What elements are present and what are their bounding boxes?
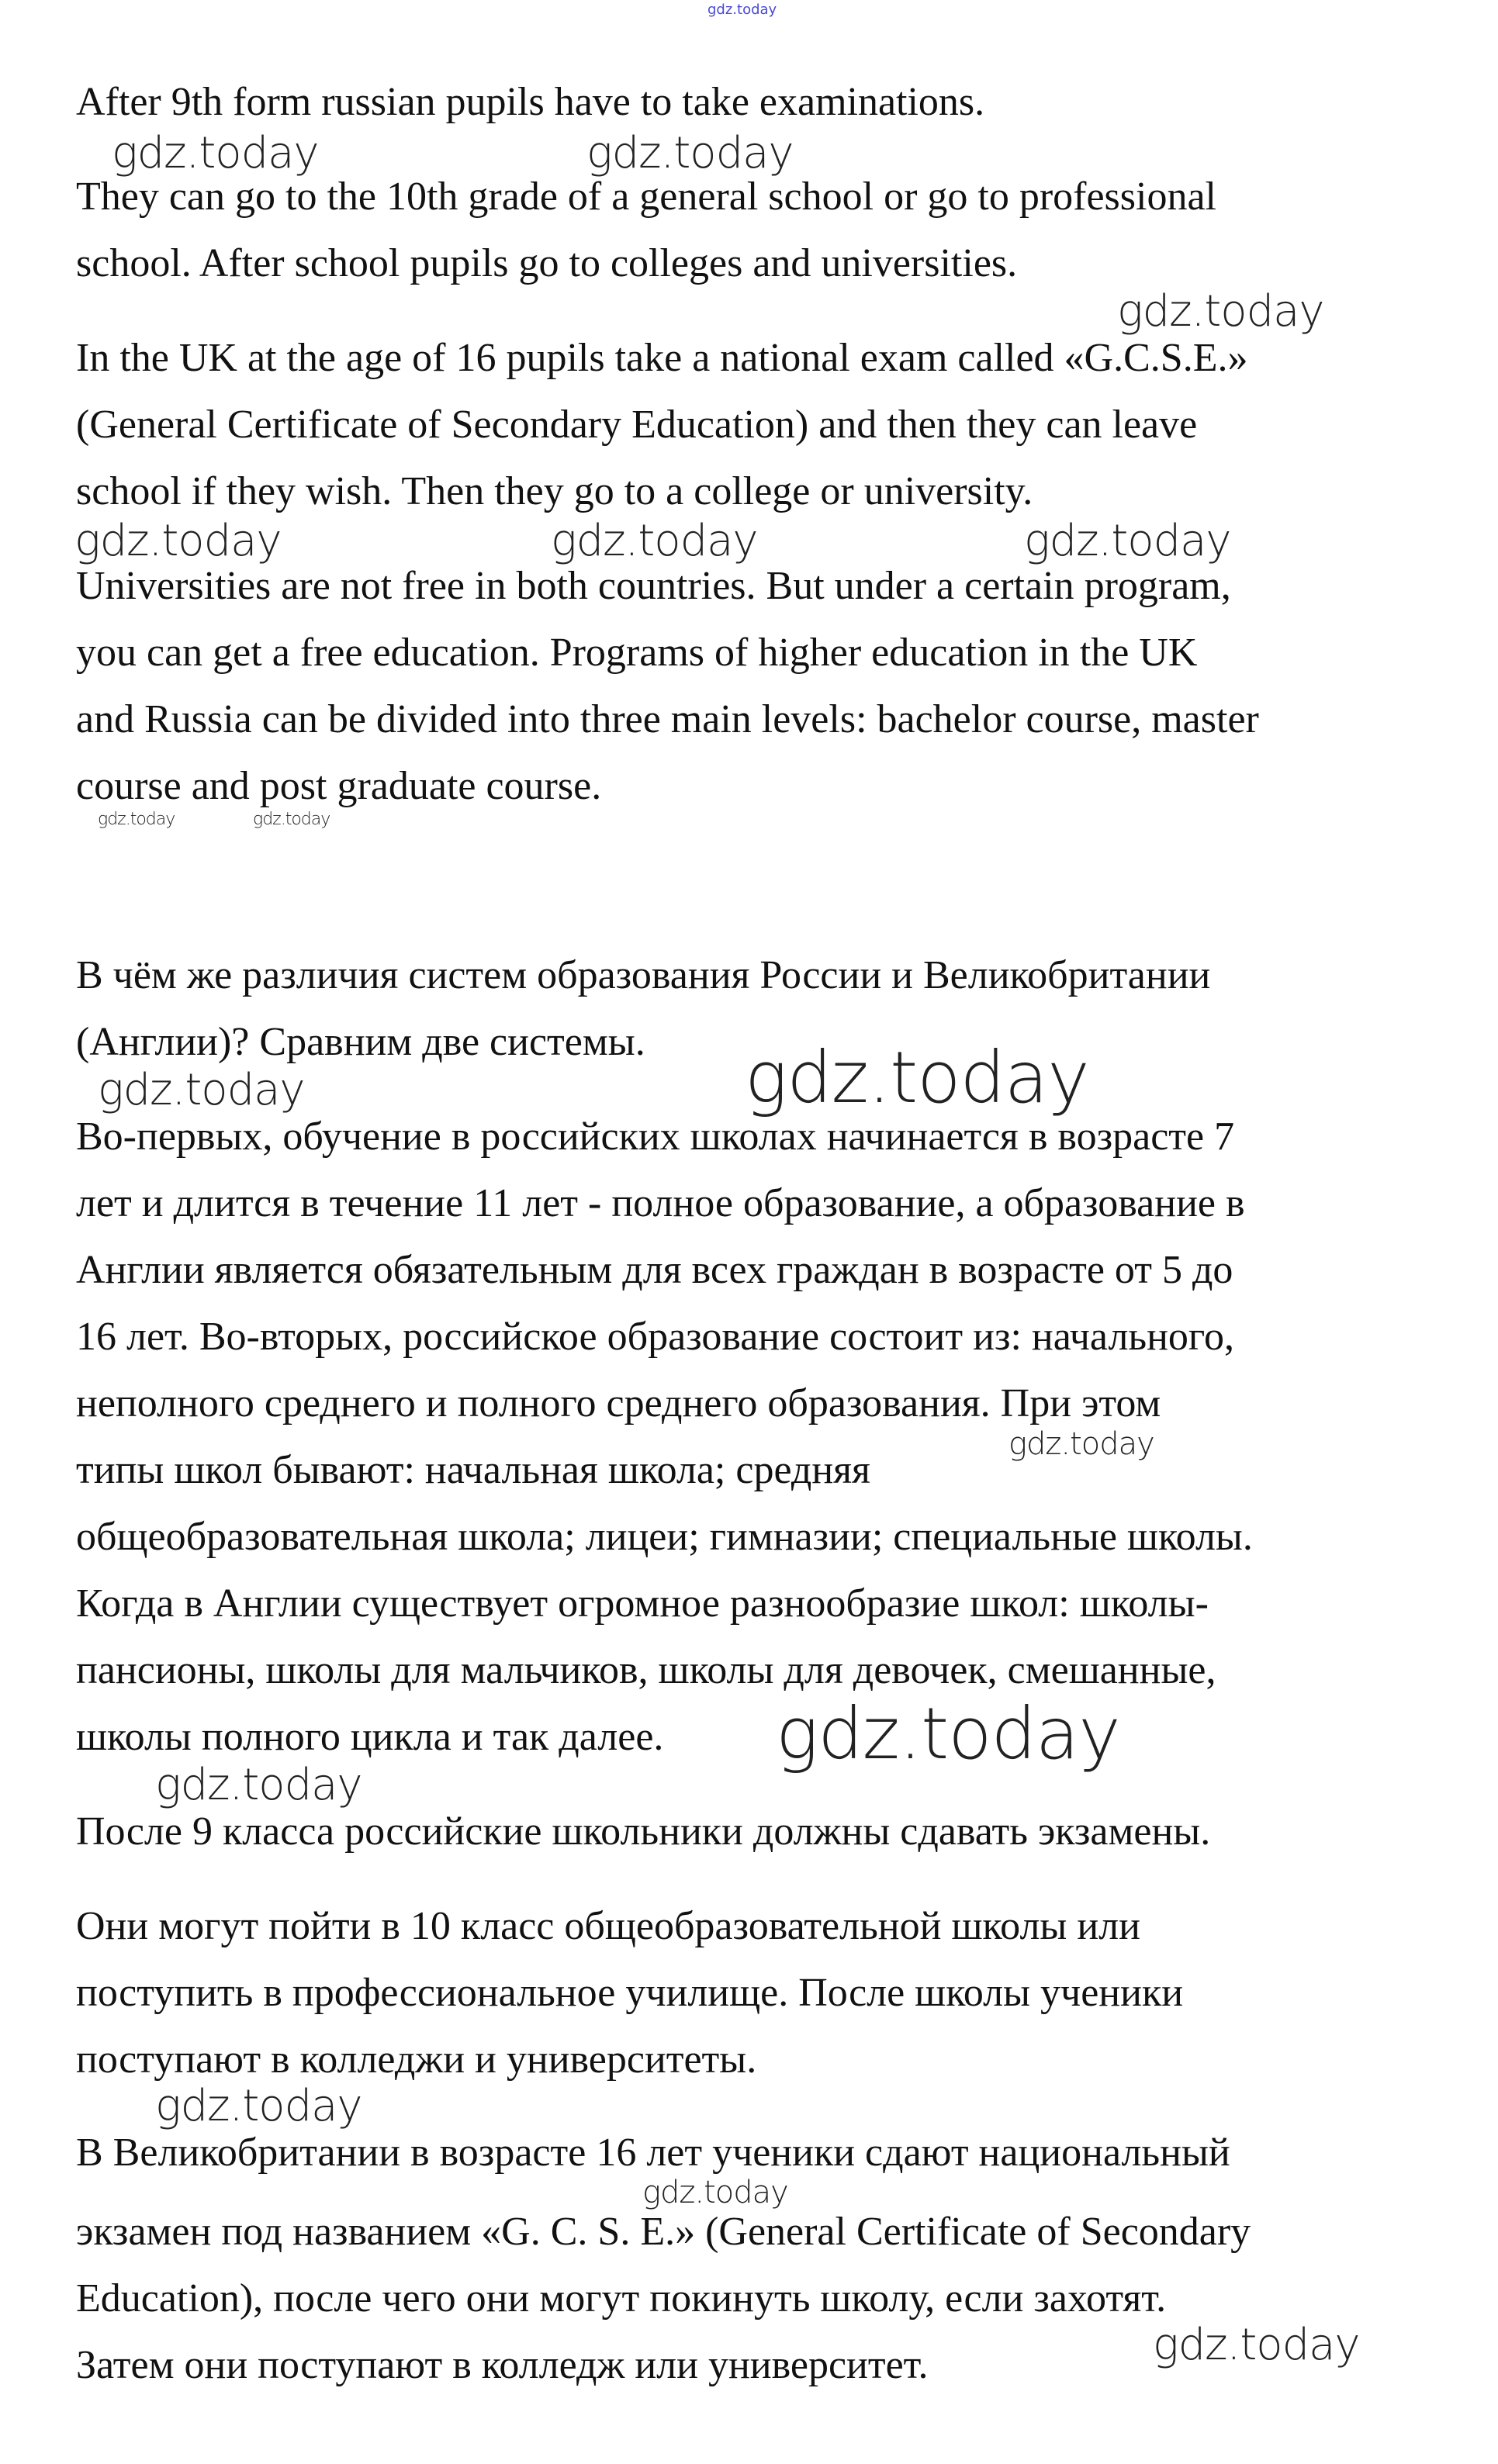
text-line: Затем они поступают в колледж или университет. bbox=[76, 2343, 929, 2387]
text-line: school. After school pupils go to colleges and universities. bbox=[76, 241, 1018, 285]
text-line: пансионы, школы для мальчиков, школы для девочек, смешанные, bbox=[76, 1648, 1216, 1692]
text-line: course and post graduate course. bbox=[76, 764, 602, 808]
text-line: (Англии)? Сравним две системы. bbox=[76, 1020, 645, 1064]
watermark: gdz.today bbox=[98, 810, 175, 829]
text-line: Англии является обязательным для всех граждан в возрасте от 5 до bbox=[76, 1248, 1233, 1292]
text-line: поступить в профессиональное училище. После школы ученики bbox=[76, 1971, 1184, 2015]
watermark: gdz.today bbox=[551, 516, 758, 566]
text-line: 16 лет. Во-вторых, российское образование состоит из: начального, bbox=[76, 1315, 1234, 1359]
watermark: gdz.today bbox=[98, 1065, 305, 1115]
text-line: экзамен под названием «G. C. S. E.» (General Certificate of Secondary bbox=[76, 2210, 1251, 2254]
text-line: Universities are not free in both countries. But under a certain program, bbox=[76, 564, 1231, 608]
watermark: gdz.today bbox=[1153, 2320, 1360, 2370]
watermark: gdz.today bbox=[642, 2175, 788, 2210]
text-line: Во-первых, обучение в российских школах начинается в возрасте 7 bbox=[76, 1115, 1235, 1159]
text-line: типы школ бывают: начальная школа; средняя bbox=[76, 1448, 870, 1492]
text-line: После 9 класса российские школьники должны сдавать экзамены. bbox=[76, 1809, 1211, 1854]
text-line: В чём же различия систем образования России и Великобритании bbox=[76, 953, 1211, 997]
text-line: school if they wish. Then they go to a college or university. bbox=[76, 469, 1033, 513]
watermark: gdz.today bbox=[1117, 286, 1324, 337]
text-line: They can go to the 10th grade of a general school or go to professional bbox=[76, 175, 1216, 219]
text-line: you can get a free education. Programs of higher education in the UK bbox=[76, 631, 1198, 675]
text-line: In the UK at the age of 16 pupils take a national exam called «G.C.S.E.» bbox=[76, 336, 1248, 380]
watermark: gdz.today bbox=[155, 2081, 362, 2131]
watermark: gdz.today bbox=[155, 1760, 362, 1810]
watermark: gdz.today bbox=[253, 810, 330, 829]
header-watermark: gdz.today bbox=[707, 2, 777, 18]
text-line: В Великобритании в возрасте 16 лет ученики сдают национальный bbox=[76, 2131, 1230, 2175]
text-line: Education), после чего они могут покинуть школу, если захотят. bbox=[76, 2276, 1167, 2321]
text-line: общеобразовательная школа; лицеи; гимназии; специальные школы. bbox=[76, 1515, 1253, 1559]
text-line: Когда в Англии существует огромное разнообразие школ: школы- bbox=[76, 1581, 1209, 1626]
text-line: (General Certificate of Secondary Education) and then they can leave bbox=[76, 403, 1198, 447]
text-line: лет и длится в течение 11 лет - полное образование, а образование в bbox=[76, 1181, 1245, 1225]
text-line: поступают в колледжи и университеты. bbox=[76, 2037, 757, 2082]
watermark: gdz.today bbox=[776, 1692, 1120, 1775]
text-line: After 9th form russian pupils have to take examinations. bbox=[76, 80, 985, 124]
watermark: gdz.today bbox=[74, 516, 282, 566]
text-line: Они могут пойти в 10 класс общеобразовательной школы или bbox=[76, 1904, 1140, 1948]
watermark: gdz.today bbox=[1024, 516, 1231, 566]
watermark: gdz.today bbox=[1008, 1426, 1154, 1462]
watermark: gdz.today bbox=[745, 1036, 1089, 1119]
text-line: школы полного цикла и так далее. bbox=[76, 1715, 664, 1759]
watermark: gdz.today bbox=[112, 128, 319, 178]
text-line: неполного среднего и полного среднего образования. При этом bbox=[76, 1381, 1161, 1426]
watermark: gdz.today bbox=[586, 128, 794, 178]
text-line: and Russia can be divided into three main levels: bachelor course, master bbox=[76, 697, 1259, 741]
